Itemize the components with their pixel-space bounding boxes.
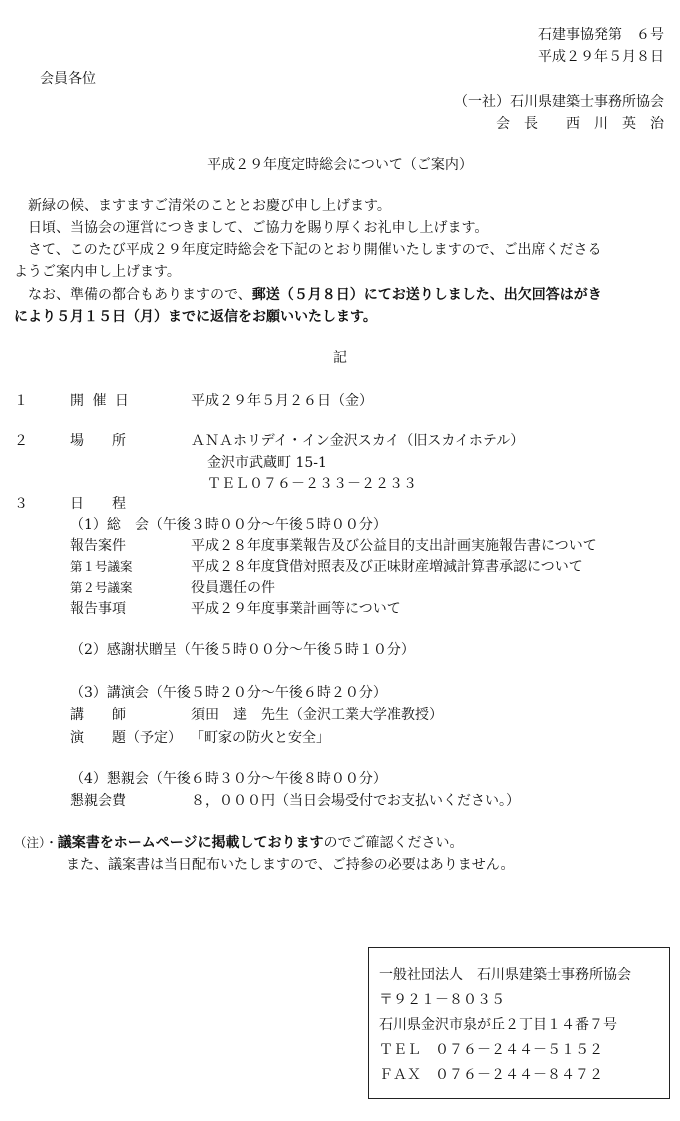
agenda-report-value: 平成２８年度事業報告及び公益目的支出計画実施報告書について [191, 538, 597, 554]
general-meeting-heading: （1）総 会（午後３時００分～午後５時００分） [70, 517, 387, 533]
addressee: 会員各位 [40, 71, 96, 87]
lecturer-label: 講 師 [70, 707, 126, 723]
agenda-item2-value: 役員選任の件 [191, 580, 275, 596]
item-3-label: 日 程 [70, 496, 126, 512]
item-2-label: 場 所 [70, 433, 126, 449]
note-emphasis: 議案書をホームページに掲載しております [57, 835, 324, 851]
note-line2: また、議案書は当日配布いたしますので、ご持参の必要はありません。 [66, 857, 515, 873]
topic-label: 演 題（予定） [70, 730, 182, 746]
item-3-number: ３ [14, 496, 28, 512]
contact-phone: ＴＥＬ ０７６－２４４－５１５２ [379, 1042, 603, 1058]
issue-date: 平成２９年５月８日 [538, 49, 664, 65]
award-ceremony-heading: （2）感謝状贈呈（午後５時００分～午後５時１０分） [70, 642, 415, 658]
item-1-label: 開 催 日 [70, 393, 131, 409]
document-number: 石建事協発第 ６号 [538, 27, 664, 43]
reply-request-emphasis: 郵送（５月８日）にてお送りしました、出欠回答はがき [251, 287, 602, 303]
lecturer-value: 須田 達 先生（金沢工業大学准教授） [191, 707, 443, 723]
agenda-matters-value: 平成２９年度事業計画等について [191, 601, 401, 617]
reception-fee-value: ８，０００円（当日会場受付でお支払いください。） [191, 793, 520, 809]
announcement-paragraph-line1: さて、このたび平成２９年度定時総会を下記のとおり開催いたしますので、ご出席くださる [28, 242, 602, 258]
note-prefix: （注）・ [14, 835, 58, 850]
venue-name: ＡＮＡホリデイ・イン金沢スカイ（旧スカイホテル） [191, 433, 525, 449]
announcement-paragraph-line2: ようご案内申し上げます。 [14, 264, 181, 280]
reply-request-line1 [28, 288, 602, 302]
agenda-matters-label: 報告事項 [70, 601, 126, 617]
ki-heading: 記 [333, 350, 347, 366]
agenda-report-label: 報告案件 [70, 538, 126, 554]
agenda-item1-value: 平成２８年度貸借対照表及び正味財産増減計算書承認について [191, 559, 583, 575]
thanks-paragraph: 日頃、当協会の運営につきまして、ご協力を賜り厚くお礼申し上げます。 [28, 220, 489, 236]
sender-organization: （一社）石川県建築士事務所協会 [454, 94, 664, 110]
lecture-heading: （3）講演会（午後５時２０分～午後６時２０分） [70, 685, 387, 701]
reply-request-text: なお、準備の都合もありますので、 [28, 287, 252, 303]
item-1-date: 平成２９年５月２６日（金） [191, 393, 373, 409]
item-1-number: １ [14, 393, 28, 409]
note-line1 [14, 836, 464, 850]
reply-request-line2: により５月１５日（月）までに返信をお願いいたします。 [14, 309, 377, 325]
contact-address: 石川県金沢市泉が丘２丁目１４番７号 [379, 1017, 617, 1033]
reception-heading: （4）懇親会（午後６時３０分～午後８時００分） [70, 771, 387, 787]
reception-fee-label: 懇親会費 [70, 793, 126, 809]
item-2-number: ２ [14, 433, 28, 449]
contact-organization: 一般社団法人 石川県建築士事務所協会 [379, 967, 631, 983]
contact-box [368, 947, 670, 1099]
page-title: 平成２９年度定時総会について（ご案内） [207, 157, 473, 173]
note-text: のでご確認ください。 [323, 835, 464, 851]
greeting-paragraph: 新緑の候、ますますご清栄のこととお慶び申し上げます。 [28, 198, 391, 214]
contact-fax: ＦＡＸ ０７６－２４４－８４７２ [379, 1067, 603, 1083]
agenda-item1-label: 第１号議案 [70, 559, 133, 574]
venue-address: 金沢市武蔵町 15-1 [207, 455, 327, 471]
sender-president: 会 長 西 川 英 治 [496, 116, 664, 132]
topic-value: 「町家の防火と安全」 [190, 730, 330, 746]
agenda-item2-label: 第２号議案 [70, 580, 133, 595]
contact-postal-code: 〒９２１－８０３５ [379, 992, 505, 1008]
venue-phone: ＴＥＬ０７６－２３３－２２３３ [207, 476, 417, 492]
